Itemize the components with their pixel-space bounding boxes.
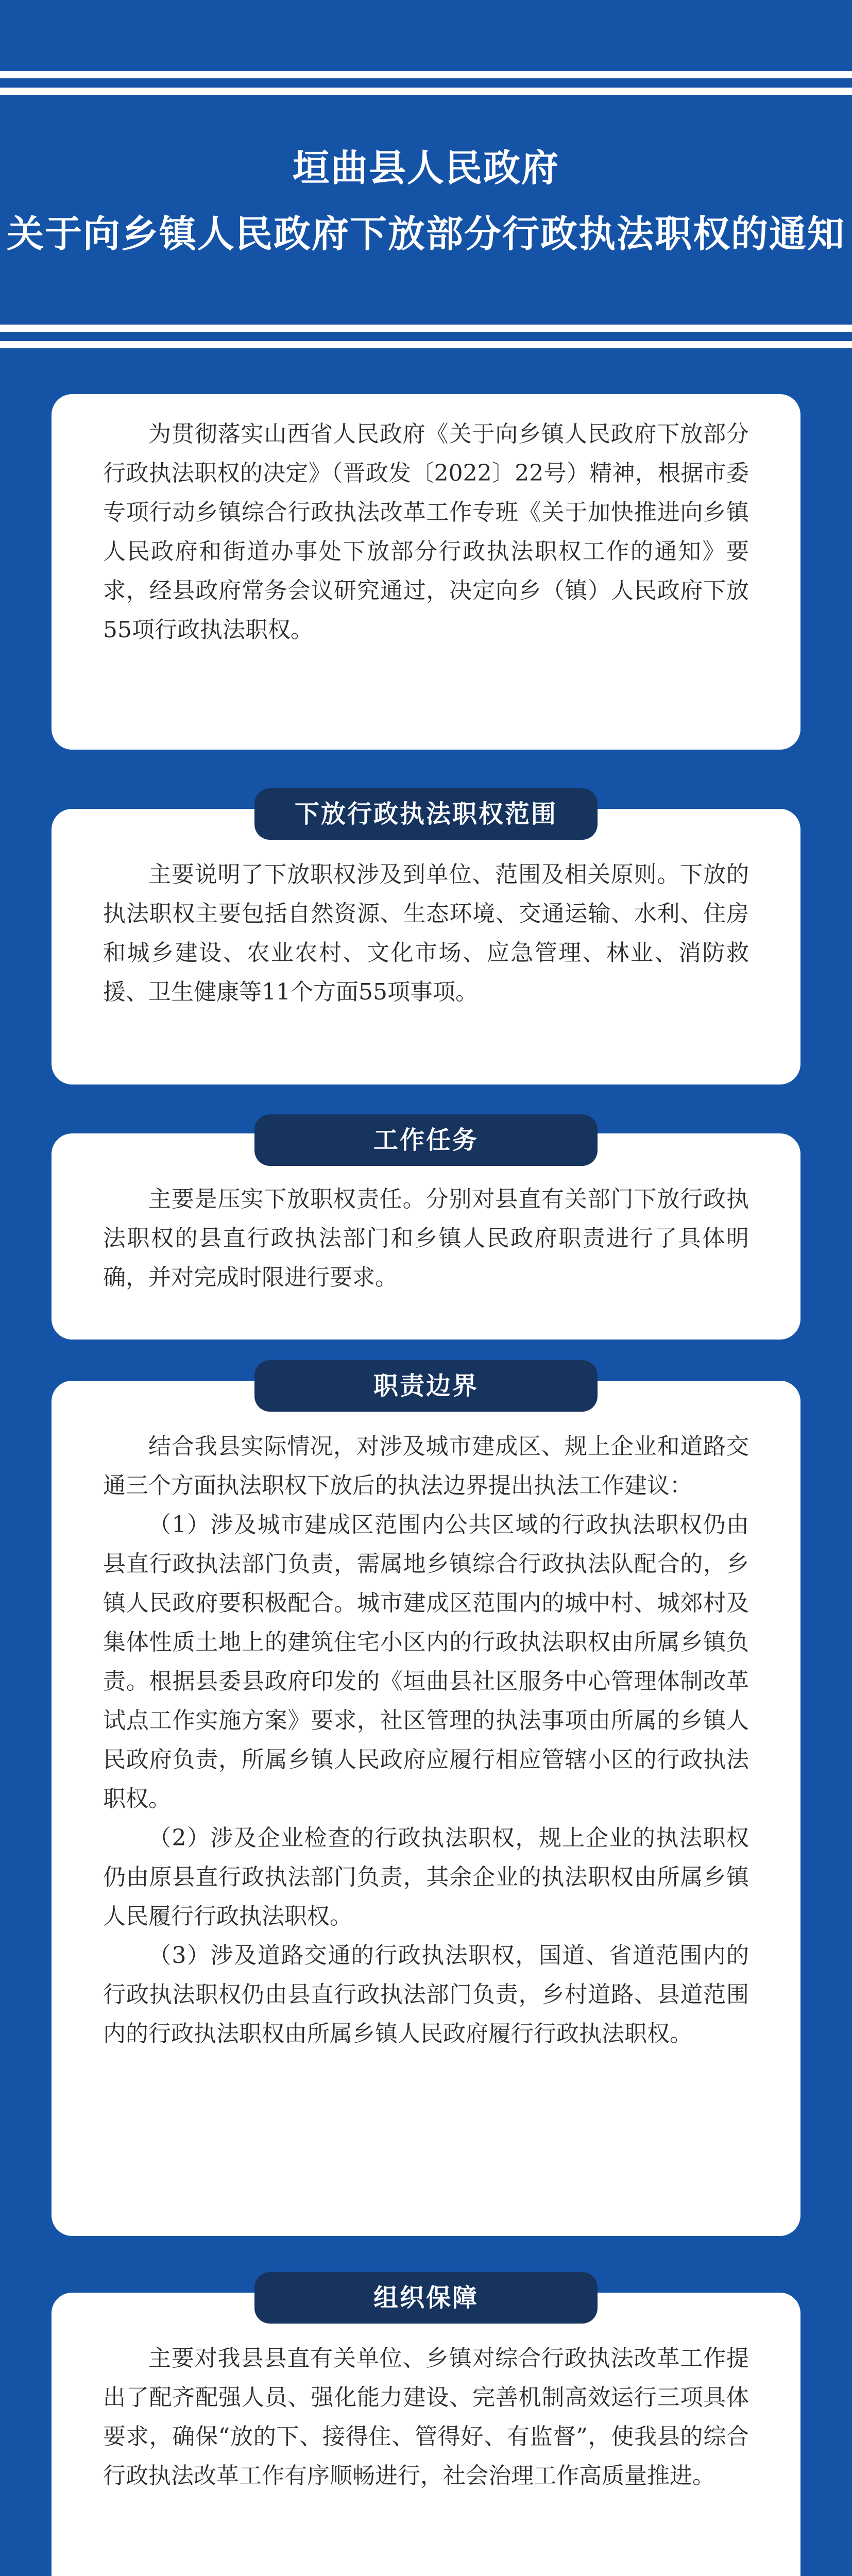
header-stripe-top-2	[0, 88, 852, 95]
boundaries-paragraph-1: （1）涉及城市建成区范围内公共区域的行政执法职权仍由县直行政执法部门负责，需属地乡镇综合行政执法队配合的，乡镇人民政府要积极配合。城市建成区范围内的城中村、城郊村及集体性质土地上的建筑住宅小区内的行政执法职权由所属乡镇负责。根据县委县政府印发的《垣曲县社区服务中心管理体制改革试点工作实施方案》要求，社区管理的执法事项由所属的乡镇人民政府负责，所属乡镇人民政府应履行相应管辖小区的行政执法职权。	[103, 1512, 749, 1812]
intro-paragraph: 为贯彻落实山西省人民政府《关于向乡镇人民政府下放部分行政执法职权的决定》（晋政发〔2022〕22号）精神，根据市委专项行动乡镇综合行政执法改革工作专班《关于加快推进向乡镇人民政府和街道办事处下放部分行政执法职权工作的通知》要求，经县政府常务会议研究通过，决定向乡（镇）人民政府下放55项行政执法职权。	[103, 421, 749, 643]
boundaries-paragraph-3: （3）涉及道路交通的行政执法职权，国道、省道范围内的行政执法职权仍由县直行政执法部门负责，乡村道路、县道范围内的行政执法职权由所属乡镇人民政府履行行政执法职权。	[103, 1942, 749, 2047]
intro-card	[52, 394, 800, 750]
header-stripe-bottom-2	[0, 341, 852, 348]
section-title-boundaries: 职责边界	[254, 1360, 598, 1412]
boundaries-paragraph-intro: 结合我县实际情况，对涉及城市建成区、规上企业和道路交通三个方面执法职权下放后的执法边界提出执法工作建议：	[103, 1433, 749, 1499]
section-title-scope: 下放行政执法职权范围	[254, 788, 598, 840]
section-title-tasks: 工作任务	[254, 1114, 598, 1166]
scope-card	[52, 809, 800, 1084]
header-stripe-top-1	[0, 71, 852, 78]
guarantee-card	[52, 2293, 800, 2576]
guarantee-paragraph: 主要对我县县直有关单位、乡镇对综合行政执法改革工作提出了配齐配强人员、强化能力建设、完善机制高效运行三项具体要求，确保“放的下、接得住、管得好、有监督”，使我县的综合行政执法改革工作有序顺畅进行，社会治理工作高质量推进。	[103, 2345, 749, 2489]
header-title-line1: 垣曲县人民政府	[292, 146, 559, 190]
boundaries-card	[52, 1381, 800, 2236]
scope-paragraph: 主要说明了下放职权涉及到单位、范围及相关原则。下放的执法职权主要包括自然资源、生态环境、交通运输、水利、住房和城乡建设、农业农村、文化市场、应急管理、林业、消防救援、卫生健康等11个方面55项事项。	[103, 861, 749, 1005]
tasks-paragraph: 主要是压实下放职权责任。分别对县直有关部门下放行政执法职权的县直行政执法部门和乡镇人民政府职责进行了具体明确，并对完成时限进行要求。	[103, 1186, 749, 1291]
section-title-guarantee: 组织保障	[254, 2272, 598, 2324]
boundaries-paragraph-2: （2）涉及企业检查的行政执法职权，规上企业的执法职权仍由原县直行政执法部门负责，其余企业的执法职权由所属乡镇人民履行行政执法职权。	[103, 1825, 749, 1929]
header-title-line2: 关于向乡镇人民政府下放部分行政执法职权的通知	[6, 212, 845, 256]
header-stripe-bottom-1	[0, 325, 852, 332]
